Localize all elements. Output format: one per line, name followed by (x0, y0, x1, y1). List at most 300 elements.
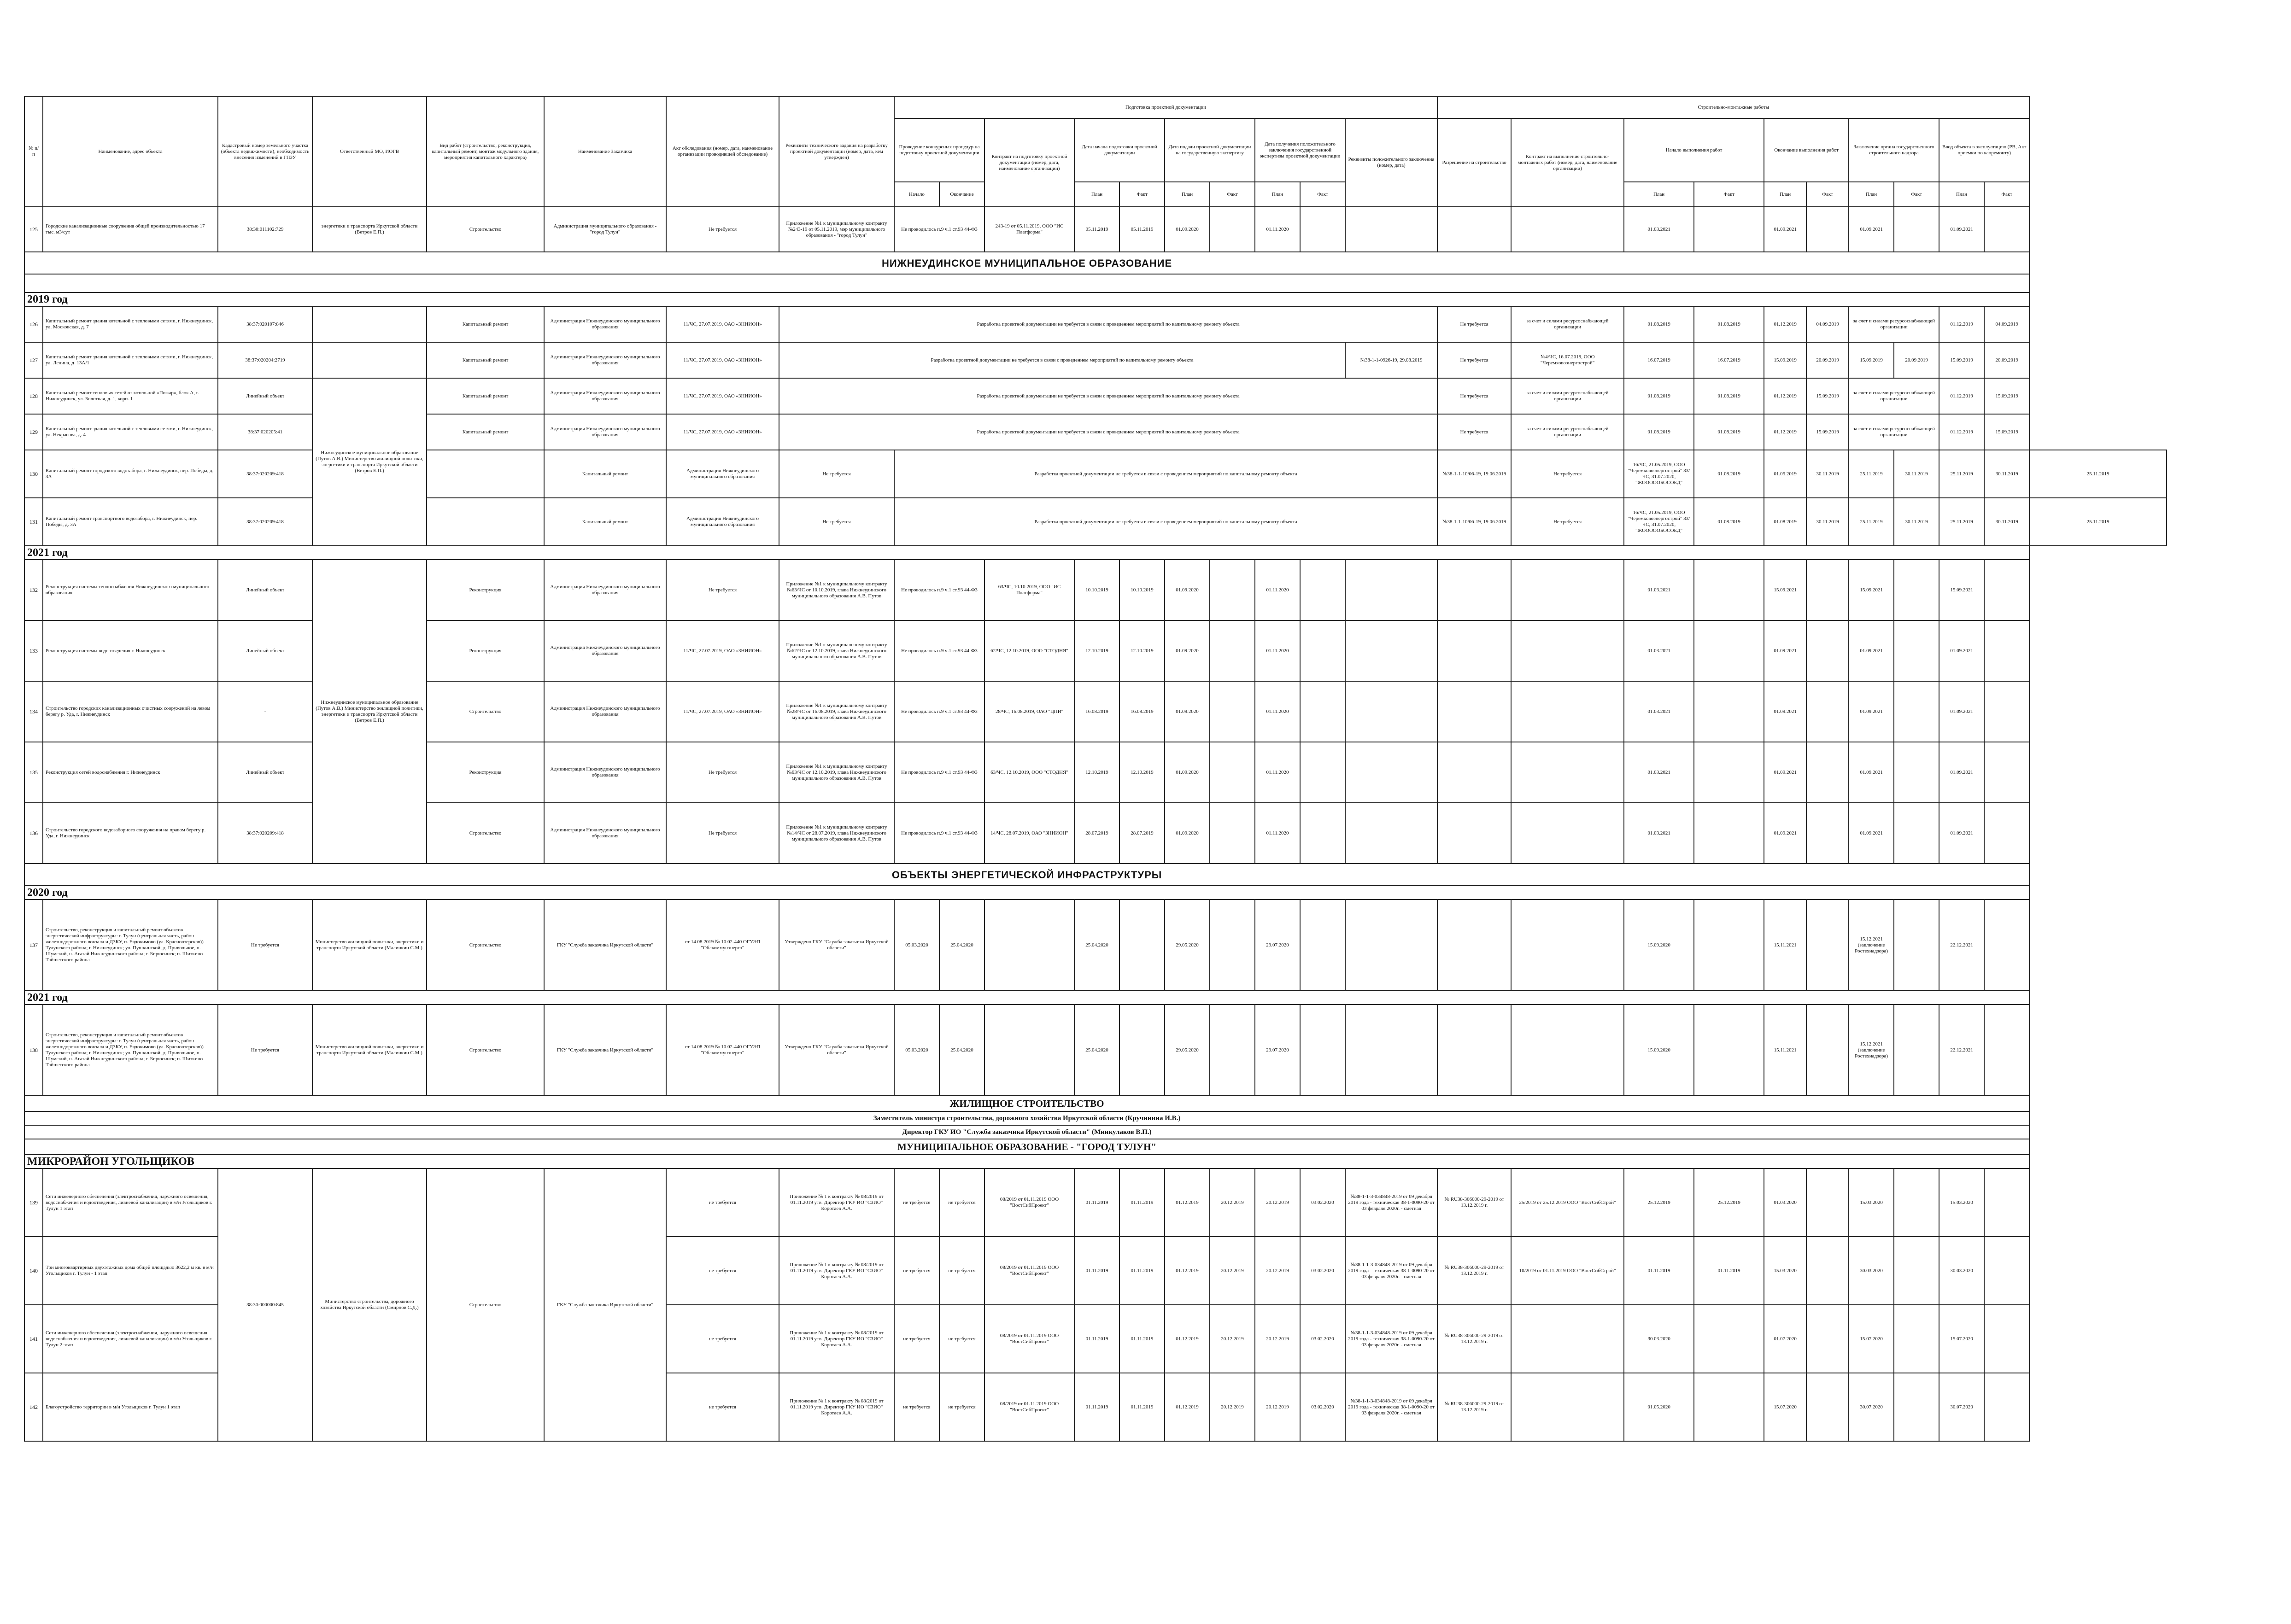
date-svp: 15.07.2020 (1849, 1305, 1894, 1373)
competitive-end: не требуется (939, 1373, 984, 1441)
conclusion-requisites (1345, 742, 1437, 803)
date-wsp: 01.03.2021 (1624, 803, 1694, 864)
supervision: за счет и силами ресурсоснабжающей организации (1849, 414, 1939, 450)
date-sp: 01.09.2020 (1165, 803, 1210, 864)
header-inspection-act: Акт обследования (номер, дата, наименование организации проводившей обследование) (666, 96, 779, 207)
design-note: Разработка проектной документации не требуется в связи с проведением мероприятий по капитальному ремонту объекта (779, 306, 1437, 342)
date-cmf (1984, 900, 2029, 991)
date-cmp: 22.12.2021 (1939, 1005, 1984, 1096)
supervision-plan: 30.11.2019 (1894, 498, 1939, 546)
section-title (24, 252, 2167, 274)
row-number: 139 (24, 1168, 43, 1237)
date-cf (1300, 207, 1345, 252)
date-sp: 01.09.2020 (1165, 742, 1210, 803)
year-label (24, 292, 2167, 306)
competitive-end: 25.04.2020 (939, 900, 984, 991)
work-type: Строительство (427, 803, 544, 864)
cadastral-number: 38:37:020107:846 (218, 306, 312, 342)
inspection-act: 11/ЧС, 27.07.2019, ОАО «ЗНИИОН» (666, 620, 779, 681)
works-start-fact: 01.08.2019 (1764, 498, 1806, 546)
row-number: 130 (24, 450, 43, 498)
design-contract: 63/ЧС, 10.10.2019, ООО "ИС Платформа" (984, 560, 1074, 620)
date-df: 10.10.2019 (1119, 560, 1165, 620)
conclusion-requisites (1345, 681, 1437, 742)
inspection-act: 11/ЧС, 27.07.2019, ОАО «ЗНИИОН» (666, 342, 779, 378)
date-svf (1894, 803, 1939, 864)
works-contract (1511, 900, 1624, 991)
date-cf (1300, 742, 1345, 803)
header-construction-group: Строительно-монтажные работы (1437, 96, 2029, 118)
building-permit (1437, 560, 1511, 620)
object-name: Городские канализационные сооружения общей производительностью 17 тыс. м3/сут (43, 207, 218, 252)
building-permit (1437, 1005, 1511, 1096)
table-header (24, 96, 2167, 207)
responsible-body (312, 306, 427, 342)
customer: Администрация Нижнеудинского муниципального образования (544, 803, 666, 864)
works-end-fact: 25.11.2019 (1849, 498, 1894, 546)
header-conclusion-req: Реквизиты положительного заключения (номер, дата) (1345, 118, 1437, 207)
date-wsf (1694, 207, 1764, 252)
competitive-procedures: Не проводилось п.9 ч.1 ст.93 44-ФЗ (894, 681, 984, 742)
commissioning-fact: 20.09.2019 (1984, 342, 2029, 378)
customer: Администрация муниципального образования - "город Тулун" (544, 207, 666, 252)
date-df: 16.08.2019 (1119, 681, 1165, 742)
header-fact: Факт (1984, 182, 2029, 207)
work-type: Реконструкция (427, 742, 544, 803)
date-cf: 03.02.2020 (1300, 1168, 1345, 1237)
works-contract: 16/ЧС, 21.05.2019, ООО "Черемховоэнергострой" 33/ЧС, 31.07.2020, "ЖОООООБОСОЕД" (1624, 498, 1694, 546)
section-title-cell: МУНИЦИПАЛЬНОЕ ОБРАЗОВАНИЕ - "ГОРОД ТУЛУН" (24, 1139, 2029, 1155)
date-wef (1806, 742, 1849, 803)
date-sf: 20.12.2019 (1210, 1373, 1255, 1441)
building-permit: Не требуется (1437, 414, 1511, 450)
works-contract (1511, 560, 1624, 620)
technical-task: Приложение № 1 к контракту № 08/2019 от 01.11.2019 утв. Директор ГКУ ИО "СЗИО" Коротаев А.А. (779, 1305, 894, 1373)
conclusion-requisites (1345, 1005, 1437, 1096)
row-number: 141 (24, 1305, 43, 1373)
work-type: Строительство (427, 900, 544, 991)
object-name: Реконструкция системы теплоснабжения Нижнеудинского муниципального образования (43, 560, 218, 620)
object-name: Три многоквартирных двухэтажных дома общей площадью 3622,2 м кв. в м/н Угольщиков г. Тулун - 1 этап (43, 1237, 218, 1305)
date-df: 28.07.2019 (1119, 803, 1165, 864)
object-name: Капитальный ремонт тепловых сетей от котельной «Пожар», блок А, г. Нижнеудинск, ул. Болотная, д. 1, корп. 1 (43, 378, 218, 414)
date-wep: 01.09.2021 (1764, 681, 1806, 742)
inspection-act: не требуется (666, 1373, 779, 1441)
inspection-act: 11/ЧС, 27.07.2019, ОАО «ЗНИИОН» (666, 681, 779, 742)
work-type: Капитальный ремонт (427, 414, 544, 450)
works-end-plan: 30.11.2019 (1806, 450, 1849, 498)
row-number: 128 (24, 378, 43, 414)
section-title-cell: НИЖНЕУДИНСКОЕ МУНИЦИПАЛЬНОЕ ОБРАЗОВАНИЕ (24, 252, 2029, 274)
competitive-start: 05.03.2020 (894, 900, 939, 991)
table-row (24, 342, 2167, 378)
cadastral-number: 38:37:020209:418 (218, 450, 312, 498)
works-contract: №4/ЧС, 16.07.2019, ООО "Черемховоэнергострой" (1511, 342, 1624, 378)
header-plan: План (1764, 182, 1806, 207)
header-plan: План (1255, 182, 1300, 207)
conclusion-requisites (1345, 900, 1437, 991)
spacer-row (24, 274, 2167, 292)
section-title (24, 1096, 2167, 1111)
customer: Администрация Нижнеудинского муниципального образования (544, 620, 666, 681)
date-cmp: 15.07.2020 (1939, 1305, 1984, 1373)
date-wsf (1694, 620, 1764, 681)
competitive-procedures: Не проводилось п.9 ч.1 ст.93 44-ФЗ (894, 620, 984, 681)
header-works-start: Начало выполнения работ (1624, 118, 1764, 182)
competitive-start: не требуется (894, 1168, 939, 1237)
date-wsf (1694, 900, 1764, 991)
design-contract: 08/2019 от 01.11.2019 ООО "ВостСибПроект" (984, 1373, 1074, 1441)
date-sf (1210, 1005, 1255, 1096)
building-permit (1437, 681, 1511, 742)
date-sf (1210, 803, 1255, 864)
date-svp: 01.09.2021 (1849, 742, 1894, 803)
building-permit: Не требуется (1437, 342, 1511, 378)
header-contract-design: Контракт на подготовку проектной документации (номер, дата, наименование организации) (984, 118, 1074, 207)
date-wef (1806, 1373, 1849, 1441)
building-permit: № RU38-306000-29-2019 от 13.12.2019 г. (1437, 1237, 1511, 1305)
competitive-end: 25.04.2020 (939, 1005, 984, 1096)
building-permit: Не требуется (1511, 450, 1624, 498)
work-type: Капитальный ремонт (544, 498, 666, 546)
date-svp: 01.09.2021 (1849, 803, 1894, 864)
row-number: 135 (24, 742, 43, 803)
date-svf (1894, 742, 1939, 803)
date-wsf (1694, 803, 1764, 864)
works-end-fact: 25.11.2019 (1849, 450, 1894, 498)
date-dp: 25.04.2020 (1074, 1005, 1119, 1096)
date-wsf: 25.12.2019 (1694, 1168, 1764, 1237)
date-svf (1894, 1237, 1939, 1305)
date-wsf: 01.11.2019 (1694, 1237, 1764, 1305)
row-number: 133 (24, 620, 43, 681)
header-row (24, 96, 2167, 118)
section-subtitle (24, 1111, 2167, 1125)
design-contract: 08/2019 от 01.11.2019 ООО "ВостСибПроект" (984, 1168, 1074, 1237)
object-name: Капитальный ремонт здания котельной с тепловыми сетями, г. Нижнеудинск, ул. Некрасова, д. 4 (43, 414, 218, 450)
header-fact: Факт (1119, 182, 1165, 207)
works-contract (1511, 1305, 1624, 1373)
responsible-body: Министерство жилищной политики, энергетики и транспорта Иркутской области (Малинкин С.М.) (312, 900, 427, 991)
inspection-act: Не требуется (666, 560, 779, 620)
date-wep: 15.03.2020 (1764, 1237, 1806, 1305)
works-contract: 16/ЧС, 21.05.2019, ООО "Черемховоэнергострой" 33/ЧС, 31.07.2020, "ЖОООООБОСОЕД" (1624, 450, 1694, 498)
date-svf (1894, 681, 1939, 742)
date-dp: 01.11.2019 (1074, 1168, 1119, 1237)
object-name: Сети инженерного обеспечения (электроснабжения, наружного освещения, водоснабжения и водоотведения, ливневой канализации) в м/н Угольщиков г. Тулун 1 этап (43, 1168, 218, 1237)
competitive-end: не требуется (939, 1168, 984, 1237)
date-sp: 01.09.2020 (1165, 681, 1210, 742)
building-permit: № RU38-306000-29-2019 от 13.12.2019 г. (1437, 1373, 1511, 1441)
object-name: Строительство, реконструкция и капитальный ремонт объектов энергетической инфраструктуры: г. Тулун (центральная часть, район железнодорожного вокзала и ДЗКУ, п. Евдокимово (ул. Красноозерская)) Тулунского района; г. Нижнеудинск; ул. Пушкинской, д. Привольное, п. Шумский, п. Агатай Нижнеудинского района; г. Бирюсинск; п. Шиткино Тайшетского района (43, 900, 218, 991)
competitive-start: не требуется (894, 1237, 939, 1305)
cadastral-number: 38:37:020209:418 (218, 498, 312, 546)
date-svp: 15.09.2021 (1849, 560, 1894, 620)
date-wsf (1694, 742, 1764, 803)
header-contract-works: Контракт на выполнение строительно-монтажных работ (номер, дата, наименование организации) (1511, 118, 1624, 207)
works-contract: 10/2019 от 01.11.2019 ООО "ВостСибСтрой" (1511, 1237, 1624, 1305)
works-end-plan: 01.12.2019 (1764, 414, 1806, 450)
date-svf (1894, 207, 1939, 252)
section-title-cell: ЖИЛИЩНОЕ СТРОИТЕЛЬСТВО (24, 1096, 2029, 1111)
customer: Администрация Нижнеудинского муниципального образования (544, 378, 666, 414)
row-number: 127 (24, 342, 43, 378)
date-wef (1806, 900, 1849, 991)
date-cmf (1984, 1005, 2029, 1096)
conclusion-requisites: №38-1-1-3-034848-2019 от 09 декабря 2019 года - техническая 38-1-0090-20 от 03 февраля 2020г. - сметная (1345, 1305, 1437, 1373)
competitive-end: не требуется (939, 1237, 984, 1305)
table-body (24, 207, 2167, 1441)
works-start-plan: 01.08.2019 (1624, 414, 1694, 450)
works-contract (1511, 742, 1624, 803)
date-cmf (1984, 207, 2029, 252)
building-permit: Не требуется (1511, 498, 1624, 546)
date-cf (1300, 803, 1345, 864)
table-row (24, 560, 2167, 620)
date-sp: 01.09.2020 (1165, 620, 1210, 681)
table-row (24, 900, 2167, 991)
building-permit: Не требуется (1437, 378, 1511, 414)
customer: Администрация Нижнеудинского муниципального образования (544, 681, 666, 742)
object-name: Сети инженерного обеспечения (электроснабжения, наружного освещения, водоснабжения и водоотведения, ливневой канализации) в м/н Угольщиков г. Тулун 2 этап (43, 1305, 218, 1373)
customer: Администрация Нижнеудинского муниципального образования (666, 450, 779, 498)
design-contract: 62/ЧС, 12.10.2019, ООО "СТОДНЯ" (984, 620, 1074, 681)
commissioning-plan: 30.11.2019 (1984, 498, 2029, 546)
date-wsp: 01.03.2021 (1624, 681, 1694, 742)
section-label (24, 1155, 2167, 1168)
customer: ГКУ "Служба заказчика Иркутской области" (544, 900, 666, 991)
date-cp: 20.12.2019 (1255, 1373, 1300, 1441)
header-end: Окончание (939, 182, 984, 207)
date-wep: 15.09.2021 (1764, 560, 1806, 620)
building-permit (1437, 803, 1511, 864)
technical-task: Приложение № 1 к контракту № 08/2019 от 01.11.2019 утв. Директор ГКУ ИО "СЗИО" Коротаев А.А. (779, 1373, 894, 1441)
commissioning-fact: 25.11.2019 (2029, 498, 2167, 546)
row-number: 140 (24, 1237, 43, 1305)
header-works-end: Окончание выполнения работ (1764, 118, 1849, 182)
section-title-cell: ОБЪЕКТЫ ЭНЕРГЕТИЧЕСКОЙ ИНФРАСТРУКТУРЫ (24, 864, 2029, 886)
cadastral-number: 38:37:020209:418 (218, 803, 312, 864)
date-wsp: 15.09.2020 (1624, 1005, 1694, 1096)
technical-task: Утверждено ГКУ "Служба заказчика Иркутской области" (779, 900, 894, 991)
date-wep: 15.11.2021 (1764, 900, 1806, 991)
technical-task: Приложение № 1 к контракту № 08/2019 от 01.11.2019 утв. Директор ГКУ ИО "СЗИО" Коротаев А.А. (779, 1168, 894, 1237)
design-note: Разработка проектной документации не требуется в связи с проведением мероприятий по капитальному ремонту объекта (779, 414, 1437, 450)
date-df: 12.10.2019 (1119, 742, 1165, 803)
works-start-fact: 01.05.2019 (1764, 450, 1806, 498)
object-name: Реконструкция системы водоотведения г. Нижнеудинск (43, 620, 218, 681)
date-cp: 20.12.2019 (1255, 1237, 1300, 1305)
work-type: Капитальный ремонт (427, 342, 544, 378)
year-label (24, 546, 2167, 560)
date-cp: 01.11.2020 (1255, 207, 1300, 252)
work-type: Капитальный ремонт (544, 450, 666, 498)
object-name: Строительство городских канализационных очистных сооружений на левом берегу р. Уда, г. Нижнеудинск (43, 681, 218, 742)
header-name: Наименование, адрес объекта (43, 96, 218, 207)
competitive-procedures: Не проводилось п.9 ч.1 ст.93 44-ФЗ (894, 803, 984, 864)
inspection-act: 11/ЧС, 27.07.2019, ОАО «ЗНИИОН» (666, 378, 779, 414)
date-cmp: 01.09.2021 (1939, 681, 1984, 742)
supervision-plan: 15.09.2019 (1849, 342, 1894, 378)
year-label (24, 886, 2167, 900)
header-design-dates: Дата начала подготовки проектной документации (1074, 118, 1165, 182)
works-end-plan: 15.09.2019 (1764, 342, 1806, 378)
supervision-fact: 20.09.2019 (1894, 342, 1939, 378)
cadastral-number: 38:30:000000:845 (218, 1168, 312, 1441)
date-cp: 29.07.2020 (1255, 900, 1300, 991)
technical-task: Приложение №1 к муниципальному контракту №28/ЧС от 16.08.2019, глава Нижнеудинского муниципального образования А.В. Путов (779, 681, 894, 742)
date-cf (1300, 560, 1345, 620)
works-start-plan: 01.08.2019 (1694, 498, 1764, 546)
supervision: за счет и силами ресурсоснабжающей организации (1849, 378, 1939, 414)
work-type: Строительство (427, 1005, 544, 1096)
works-start-plan: 01.08.2019 (1624, 306, 1694, 342)
schedule-sheet (24, 96, 2167, 1442)
header-responsible: Ответственный МО, ИОГВ (312, 96, 427, 207)
cadastral-number: Не требуется (218, 900, 312, 991)
date-sf (1210, 742, 1255, 803)
commissioning-plan: 01.12.2019 (1939, 414, 1984, 450)
responsible-body: Нижнеудинское муниципальное образование (Путов А.В.) Министерство жилищной политики, энергетики и транспорта Иркутской области (Ветров Е.П.) (312, 378, 427, 546)
date-sf (1210, 681, 1255, 742)
date-cp: 20.12.2019 (1255, 1168, 1300, 1237)
date-wep: 15.11.2021 (1764, 1005, 1806, 1096)
works-contract (1511, 620, 1624, 681)
responsible-body: Нижнеудинское муниципальное образование (Путов А.В.) Министерство жилищной политики, энергетики и транспорта Иркутской области (Ветров Е.П.) (312, 560, 427, 864)
date-wef (1806, 560, 1849, 620)
date-df: 12.10.2019 (1119, 620, 1165, 681)
table-row (24, 207, 2167, 252)
date-wef (1806, 681, 1849, 742)
date-df: 01.11.2019 (1119, 1237, 1165, 1305)
date-wef (1806, 620, 1849, 681)
date-cmp: 01.09.2021 (1939, 742, 1984, 803)
date-dp: 01.11.2019 (1074, 1237, 1119, 1305)
date-svf (1894, 1005, 1939, 1096)
table-row (24, 378, 2167, 414)
works-contract (1511, 207, 1624, 252)
row-number: 129 (24, 414, 43, 450)
object-name: Капитальный ремонт здания котельной с тепловыми сетями, г. Нижнеудинск, ул. Ленина, д. 13А/1 (43, 342, 218, 378)
works-start-plan: 01.08.2019 (1694, 450, 1764, 498)
year-label-cell: 2019 год (24, 292, 2029, 306)
date-dp: 25.04.2020 (1074, 900, 1119, 991)
date-cp: 01.11.2020 (1255, 560, 1300, 620)
date-sp: 01.12.2019 (1165, 1373, 1210, 1441)
date-cf: 03.02.2020 (1300, 1373, 1345, 1441)
section-label-cell: МИКРОРАЙОН УГОЛЬЩИКОВ (24, 1155, 2029, 1168)
section-title (24, 864, 2167, 886)
year-label (24, 991, 2167, 1005)
date-cmf (1984, 1237, 2029, 1305)
customer: ГКУ "Служба заказчика Иркутской области" (544, 1168, 666, 1441)
works-end-fact: 04.09.2019 (1806, 306, 1849, 342)
date-df (1119, 1005, 1165, 1096)
date-wef (1806, 1005, 1849, 1096)
date-sp: 01.09.2020 (1165, 207, 1210, 252)
cadastral-number: Линейный объект (218, 560, 312, 620)
customer: Администрация Нижнеудинского муниципального образования (544, 560, 666, 620)
inspection-act: не требуется (666, 1305, 779, 1373)
building-permit: Не требуется (1437, 306, 1511, 342)
works-contract: 25/2019 от 25.12.2019 ООО "ВостСибСтрой" (1511, 1168, 1624, 1237)
design-contract (984, 1005, 1074, 1096)
date-wsf (1694, 1305, 1764, 1373)
work-type: Строительство (427, 207, 544, 252)
works-end-plan: 01.12.2019 (1764, 378, 1806, 414)
cadastral-number: Линейный объект (218, 742, 312, 803)
date-wsp: 01.03.2021 (1624, 620, 1694, 681)
date-cmp: 22.12.2021 (1939, 900, 1984, 991)
customer: Администрация Нижнеудинского муниципального образования (544, 742, 666, 803)
conclusion-requisites (1345, 207, 1437, 252)
date-df: 01.11.2019 (1119, 1305, 1165, 1373)
customer: Администрация Нижнеудинского муниципального образования (544, 306, 666, 342)
header-fact: Факт (1694, 182, 1764, 207)
inspection-act: 11/ЧС, 27.07.2019, ОАО «ЗНИИОН» (666, 414, 779, 450)
inspection-act: 11/ЧС, 27.07.2019, ОАО «ЗНИИОН» (666, 306, 779, 342)
commissioning-fact: 25.11.2019 (2029, 450, 2167, 498)
header-submission-dates: Дата подачи проектной документации на государственную экспертизу (1165, 118, 1255, 182)
commissioning-plan: 15.09.2019 (1939, 342, 1984, 378)
design-note: Разработка проектной документации не требуется в связи с проведением мероприятий по капитальному ремонту объекта (894, 450, 1437, 498)
date-dp: 01.11.2019 (1074, 1373, 1119, 1441)
date-dp: 12.10.2019 (1074, 620, 1119, 681)
date-wsp: 30.03.2020 (1624, 1305, 1694, 1373)
work-type: Строительство (427, 681, 544, 742)
supervision-plan: 30.11.2019 (1894, 450, 1939, 498)
object-name: Капитальный ремонт городского водозабора, г. Нижнеудинск, пер. Победы, д. 3А (43, 450, 218, 498)
table-row (24, 306, 2167, 342)
inspection-act: Не требуется (666, 803, 779, 864)
date-wsp: 01.03.2021 (1624, 560, 1694, 620)
date-wef (1806, 1305, 1849, 1373)
conclusion-requisites: №38-1-1-3-034848-2019 от 09 декабря 2019 года - техническая 38-1-0090-20 от 03 февраля 2020г. - сметная (1345, 1168, 1437, 1237)
date-wep: 01.09.2021 (1764, 803, 1806, 864)
object-name: Строительство, реконструкция и капитальный ремонт объектов энергетической инфраструктуры: г. Тулун (центральная часть, район железнодорожного вокзала и ДЗКУ, п. Евдокимово (ул. Красноозерская)) Тулунского района; г. Нижнеудинск; ул. Пушкинской, д. Привольное, п. Шумский, п. Агатай Нижнеудинского района; г. Бирюсинск; п. Шиткино Тайшетского района (43, 1005, 218, 1096)
header-fact: Факт (1210, 182, 1255, 207)
date-wsp: 01.03.2021 (1624, 742, 1694, 803)
design-contract (984, 900, 1074, 991)
header-commissioning: Ввод объекта в эксплуатацию (РВ, Акт приемки по капремонту) (1939, 118, 2029, 182)
date-cmf (1984, 742, 2029, 803)
commissioning-fact: 15.09.2019 (1984, 414, 2029, 450)
date-dp: 28.07.2019 (1074, 803, 1119, 864)
conclusion-requisites: №38-1-1-3-034848-2019 от 09 декабря 2019 года - техническая 38-1-0090-20 от 03 февраля 2020г. - сметная (1345, 1237, 1437, 1305)
date-cmf (1984, 620, 2029, 681)
date-svf (1894, 560, 1939, 620)
works-end-fact: 20.09.2019 (1806, 342, 1849, 378)
row-number: 138 (24, 1005, 43, 1096)
object-name: Капитальный ремонт здания котельной с тепловыми сетями, г. Нижнеудинск, ул. Московская, д. 7 (43, 306, 218, 342)
supervision: за счет и силами ресурсоснабжающей организации (1849, 306, 1939, 342)
works-contract (1511, 681, 1624, 742)
competitive-end: не требуется (939, 1305, 984, 1373)
date-cf (1300, 1005, 1345, 1096)
header-plan: План (1165, 182, 1210, 207)
conclusion-requisites: №38-1-1-0926-19, 29.08.2019 (1345, 342, 1437, 378)
date-svp: 01.09.2021 (1849, 681, 1894, 742)
works-contract: за счет и силами ресурсоснабжающей организации (1511, 378, 1624, 414)
competitive-start: не требуется (894, 1373, 939, 1441)
works-start-plan: 01.08.2019 (1624, 378, 1694, 414)
cadastral-number: 38:30:011102:729 (218, 207, 312, 252)
date-svp: 01.09.2021 (1849, 207, 1894, 252)
building-permit: № RU38-306000-29-2019 от 13.12.2019 г. (1437, 1168, 1511, 1237)
header-permit: Разрешение на строительство (1437, 118, 1511, 207)
date-svp: 30.03.2020 (1849, 1237, 1894, 1305)
row-number: 131 (24, 498, 43, 546)
